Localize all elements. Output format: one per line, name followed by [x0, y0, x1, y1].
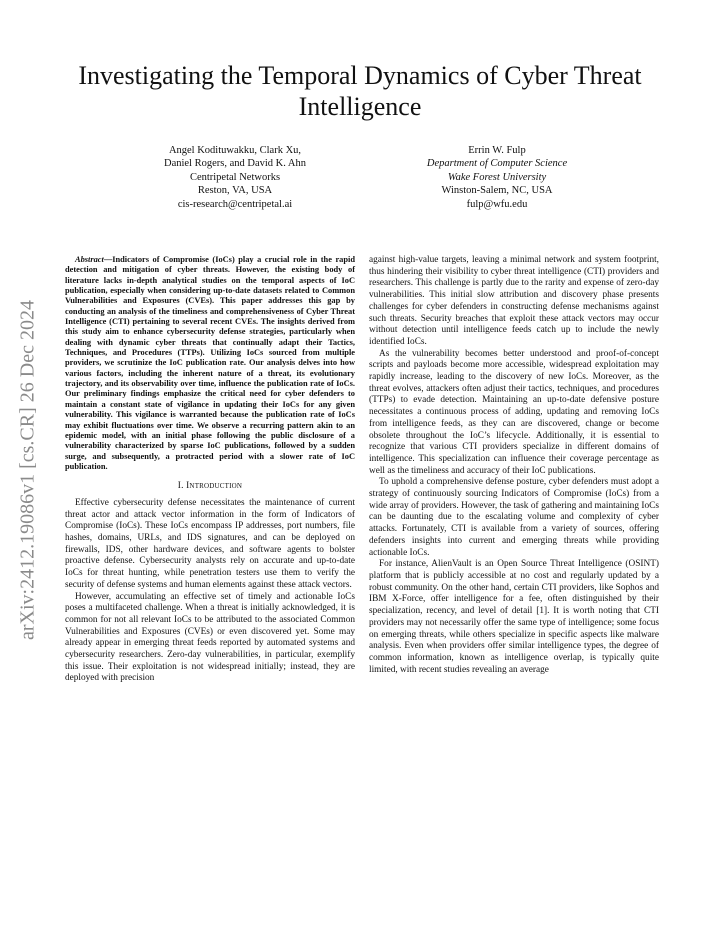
author-location: Reston, VA, USA	[197, 185, 273, 197]
abstract-text: —Indicators of Compromise (IoCs) play a crucial role in the rapid detection and mitigation of cyber threats. However, the existing body of literature lacks in-depth analytical studies on the temporal aspects of IoC publication, especially when considering up-to-date datasets related to Common Vulnerabilities and Exposures (CVEs). This paper addresses this gap by conducting an analysis of the timeliness and comprehensiveness of Cyber Threat Intelligence (CTI) pertaining to several recent CVEs. The insights derived from this study aim to enhance cybersecurity defense strategies, particularly when dealing with dynamic cyber threats that continually adapt their Tactics, Techniques, and Procedures (TTPs). Utilizing IoCs sourced from multiple providers, we scrutinize the IoC publication rate. Our analysis delves into how various factors, including the inherent nature of a threat, its evolutionary trajectory, and its observability over time, influence the publication rate of IoCs. Our preliminary findings emphasize the critical need for cyber defenders to maintain a constant state of vigilance in updating their IoCs for any given vulnerability. This vigilance is warranted because the publication rate of IoCs may exhibit fluctuations over time. We observe a recurring pattern akin to an epidemic model, with an initial phase following the public disclosure of a vulnerability characterized by sparse IoC publications, followed by a sudden surge, and subsequently, a protracted period with a slower rate of IoC publication.	[65, 255, 355, 471]
abstract	[65, 255, 355, 472]
section-number: I.	[177, 481, 184, 492]
author-email: cis-research@centripetal.ai	[177, 198, 293, 210]
author-department: Department of Computer Science	[426, 158, 568, 170]
author-names-line1: Angel Kodituwakku, Clark Xu,	[168, 145, 302, 156]
section-title: Introduction	[186, 481, 243, 492]
author-names-line2: Daniel Rogers, and David K. Ahn	[163, 158, 307, 170]
author-email: fulp@wfu.edu	[466, 198, 528, 210]
body-paragraph: As the vulnerability becomes better understood and proof-of-concept scripts and payloads become more accessible, widespread exploitation may rapidly increase, leading to the discovery of new IoCs. Moreover, as the threat evolves, attackers often adjust their tactics, techniques, and procedures (TTPs) to evade detection. Maintaining an up-to-date defensive posture necessitates a continuous process of adding, updating and removing IoCs from intelligence feeds, as they can are discovered, change or become obsolete throughout the IoC’s lifecycle. Additionally, it is essential to recognize that various CTI providers specialize in different domains of intelligence. This specialization can influence their coverage percentage as well as the timeliness and accuracy of their IoC publications.	[369, 348, 659, 476]
arxiv-identifier-text: arXiv:2412.19086v1 [cs.CR] 26 Dec 2024	[16, 300, 39, 640]
body-paragraph: against high-value targets, leaving a minimal network and system footprint, thus hindering their visibility to cyber threat intelligence (CTI) providers and researchers. This challenge is partly due to the rarity and expense of zero-day vulnerabilities. This initial slow attribution and discovery phase presents challenges for cyber defenders in constructing defense mechanisms against such threats. Security breaches that exploit these attack vectors may occur without detection until intelligence feeds catch up to include the newly identified IoCs.	[369, 255, 659, 347]
left-column	[65, 255, 355, 685]
author-block-right	[372, 144, 622, 211]
section-heading	[65, 481, 355, 493]
right-column	[369, 255, 659, 676]
paper-title: Investigating the Temporal Dynamics of Cyber Threat Intelligence	[78, 61, 642, 121]
author-block-left	[110, 144, 360, 211]
author-affiliation: Centripetal Networks	[189, 171, 281, 183]
body-paragraph: To uphold a comprehensive defense posture, cyber defenders must adopt a strategy of continuously sourcing Indicators of Compromise (IoCs) from a wide array of providers. However, the task of gathering and maintaining IoCs can be daunting due to the escalating volume and complexity of cyber attacks. Fortunately, CTI is available from a variety of sources, offering defenders insights into current and emerging threats while providing actionable IoCs.	[369, 477, 659, 558]
author-location: Winston-Salem, NC, USA	[441, 185, 553, 197]
abstract-label: Abstract	[75, 255, 104, 264]
body-paragraph: For instance, AlienVault is an Open Source Threat Intelligence (OSINT) platform that is publicly accessible at no cost and regularly updated by a robust community. On the other hand, certain CTI providers, like Sophos and IBM X-Force, offer intelligence for a fee, often distinguished by their specialization, recency, and level of detail [1]. It is worth noting that CTI providers may not necessarily offer the same type of intelligence; some focus on emerging threats, while others specialize in specific aspects like malware analysis. Even when providers offer similar intelligence types, the degree of common information, known as intelligence overlap, is typically quite limited, with recent studies revealing an average	[369, 559, 659, 675]
author-affiliation: Wake Forest University	[447, 171, 547, 183]
author-name: Errin W. Fulp	[468, 145, 526, 156]
body-paragraph: However, accumulating an effective set of timely and actionable IoCs poses a multifaceted challenge. When a threat is initially acknowledged, it is common for not all relevant IoCs to be attributed to the associated Common Vulnerabilities and Exposures (CVEs) or even discovered yet. Some may already appear in emerging threat feeds reported by automated systems and cybersecurity researchers. Zero-day vulnerabilities, in particular, exemplify this issue. Their exploitation is not widespread initially; instead, they are deployed with precision	[65, 591, 355, 684]
body-paragraph: Effective cybersecurity defense necessitates the maintenance of current threat actor and attack vector information in the form of Indicators of Compromise (IoCs). These IoCs encompass IP addresses, port numbers, file hashes, domains, URLs, and IDS signatures, and can be deployed on firewalls, IDS, other hardware devices, and software agents to bolster proactive defense. Cybersecurity analysts rely on accurate and up-to-date IoCs for threat hunting, while penetration testers use them to verify the security of defense systems and human elements against these attack vectors.	[65, 497, 355, 590]
